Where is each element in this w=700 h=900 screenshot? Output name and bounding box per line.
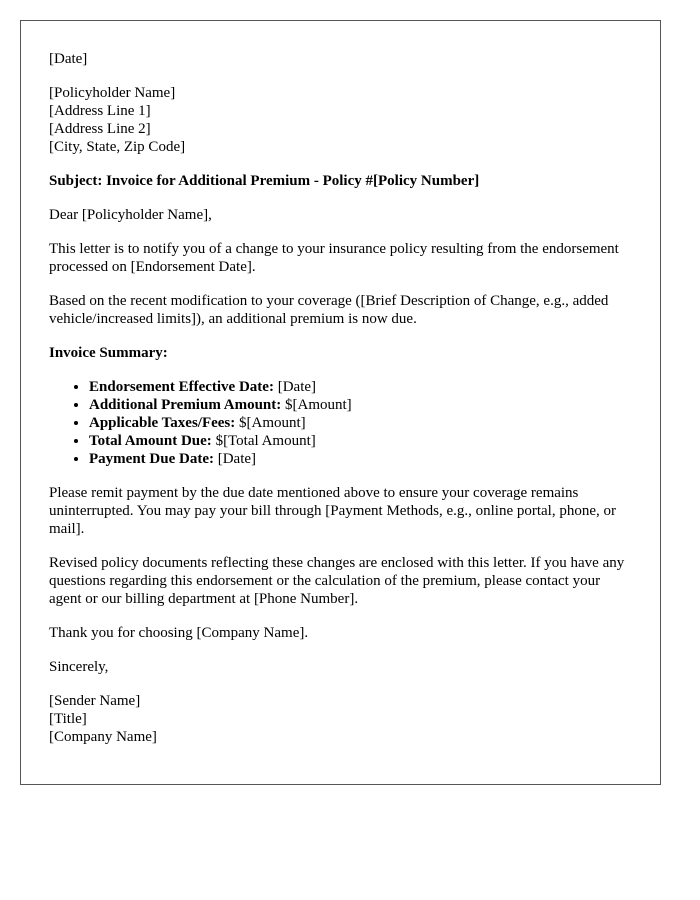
summary-item-label: Total Amount Due: xyxy=(89,433,212,449)
summary-item-label: Endorsement Effective Date: xyxy=(89,379,274,395)
summary-item-taxes-fees xyxy=(89,414,632,432)
recipient-address-line-1: [Address Line 1] xyxy=(49,103,151,119)
recipient-city-state-zip: [City, State, Zip Code] xyxy=(49,139,186,155)
summary-item-label: Payment Due Date: xyxy=(89,451,214,467)
letter-date: [Date] xyxy=(49,51,88,67)
summary-item-value: [Date] xyxy=(213,451,257,467)
summary-item-value: $[Total Amount] xyxy=(211,433,316,449)
summary-item-additional-premium xyxy=(89,396,632,414)
summary-item-label: Additional Premium Amount: xyxy=(89,397,282,413)
paragraph-notification: This letter is to notify you of a change to your insurance policy resulting from the endorsement processed on [Endorsement Date]. xyxy=(49,241,619,275)
summary-item-effective-date xyxy=(89,378,632,396)
summary-item-value: $[Amount] xyxy=(235,415,306,431)
recipient-address-block xyxy=(49,84,632,156)
summary-item-total-due xyxy=(89,432,632,450)
paragraph-modification: Based on the recent modification to your coverage ([Brief Description of Change, e.g., added vehicle/increased limits]), an additional premium is now due. xyxy=(49,293,609,327)
sender-company: [Company Name] xyxy=(49,729,157,745)
summary-item-value: [Date] xyxy=(273,379,317,395)
sender-title: [Title] xyxy=(49,711,87,727)
sender-name: [Sender Name] xyxy=(49,693,141,709)
summary-item-value: $[Amount] xyxy=(281,397,352,413)
letter-closing: Sincerely, xyxy=(49,659,109,675)
recipient-name: [Policyholder Name] xyxy=(49,85,176,101)
invoice-summary-heading: Invoice Summary: xyxy=(49,345,168,361)
letter-page xyxy=(20,20,661,785)
letter-salutation: Dear [Policyholder Name], xyxy=(49,207,212,223)
invoice-summary-list xyxy=(49,378,632,468)
recipient-address-line-2: [Address Line 2] xyxy=(49,121,151,137)
summary-item-due-date xyxy=(89,450,632,468)
letter-subject: Subject: Invoice for Additional Premium - Policy #[Policy Number] xyxy=(49,173,480,189)
paragraph-thank-you: Thank you for choosing [Company Name]. xyxy=(49,625,309,641)
paragraph-payment-instructions: Please remit payment by the due date mentioned above to ensure your coverage remains uninterrupted. You may pay your bill through [Payment Methods, e.g., online portal, phone, or mail]. xyxy=(49,485,617,537)
signature-block xyxy=(49,692,632,746)
summary-item-label: Applicable Taxes/Fees: xyxy=(89,415,236,431)
paragraph-documents-enclosed: Revised policy documents reflecting these changes are enclosed with this letter. If you have any questions regarding this endorsement or the calculation of the premium, please contact your agent or our billing department at [Phone Number]. xyxy=(49,555,625,607)
